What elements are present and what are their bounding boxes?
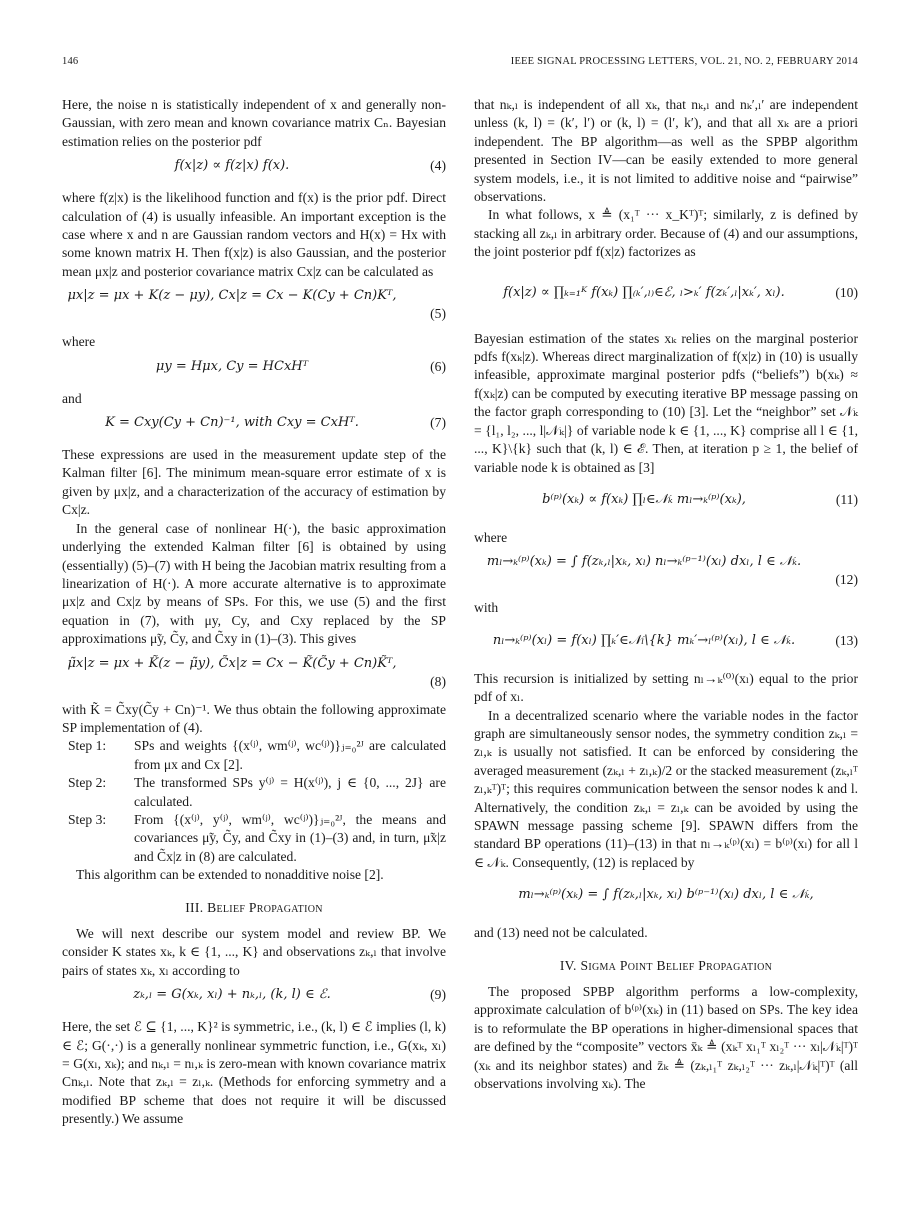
- paragraph: with K̃ = C̃xy(C̃y + Cn)⁻¹. We thus obtain the following approximate SP implementation of (4).: [62, 701, 446, 735]
- equation-body: f(x|z) ∝ f(z|x) f(x).: [174, 158, 290, 174]
- equation-9: [62, 986, 446, 1012]
- equation-number: (6): [430, 358, 446, 374]
- paragraph: In a decentralized scenario where the variable nodes in the factor graph are simultaneously sensor nodes, the symmetry condition zₖ,ₗ = zₗ,ₖ is usually not satisfied. It can be enforced by considering the averaged measurement (zₖ,ₗ + zₗ,ₖ)/2 or the stacked measurement (zₖ,ₗᵀ zₗ,ₖᵀ)ᵀ; this requires communication between the sensor nodes k and l. Alternatively, the condition zₖ,ₗ = zₗ,ₖ can be avoided by using the SPAWN message passing scheme [9]. SPAWN differs from the standard BP operations (11)–(13) in that nₗ→ₖ⁽ᵖ⁾(xₗ) = b⁽ᵖ⁾(xₗ) for all l ∈ 𝒩ₖ. Consequently, (12) is replaced by: [474, 707, 858, 870]
- paragraph: Bayesian estimation of the states xₖ relies on the marginal posterior pdfs f(xₖ|z). Whereas direct marginalization of f(x|z) in (10) is usually infeasible, approximate marginal posterior pdfs (“beliefs”) b(xₖ) ≈ f(xₖ|z) can be computed by executing iterative BP message passing on the factor graph corresponding to (10) [3]. Let the “neighbor” set 𝒩ₖ = {l₁, l₂, ..., l|𝒩ₖ|} of variable node k ∈ {1, ..., K} comprise all l ∈ {1, ..., K}\{k} such that (k, l) ∈ ℰ. Then, at iteration p ≥ 1, the belief of variable node k is obtained as [3]: [474, 330, 858, 475]
- equation-14: [474, 878, 858, 918]
- equation-body: mₗ→ₖ⁽ᵖ⁾(xₖ) = ∫ f(zₖ,ₗ|xₖ, xₗ) b⁽ᵖ⁻¹⁾(xₗ) dxₗ, l ∈ 𝒩ₖ,: [518, 887, 814, 903]
- section-title: Sigma Point Belief Propagation: [580, 957, 773, 973]
- step-label: Step 3:: [68, 811, 107, 827]
- paragraph: with: [474, 600, 499, 616]
- paragraph: The proposed SPBP algorithm performs a low-complexity, approximate calculation of b⁽ᵖ⁾(xₖ) in (11) based on SPs. The key idea is to reformulate the BP operations in higher-dimensional spaces that are defined by the “composite” vectors x̄ₖ ≜ (xₖᵀ xₗ₁ᵀ xₗ₂ᵀ ··· xₗ|𝒩ₖ|ᵀ)ᵀ (xₖ and its neighbor states) and z̄ₖ ≜ (zₖ,ₗ₁ᵀ zₖ,ₗ₂ᵀ ··· zₖ,ₗ|𝒩ₖ|ᵀ)ᵀ (all observations involving xₖ). The: [474, 984, 858, 1092]
- algorithm-step: [62, 811, 446, 866]
- paragraph: where f(z|x) is the likelihood function and f(x) is the prior pdf. Direct calculation of (4) is usually infeasible. An important exception is the case where x and n are Gaussian random vectors and H(x) = Hx with some known matrix H. Then f(x|z) is also Gaussian, and the posterior mean μx|z and posterior covariance matrix Cx|z can be calculated as: [62, 190, 446, 279]
- equation-number: (12): [835, 572, 858, 588]
- equation-number: (9): [430, 987, 446, 1003]
- paragraph: Here, the set ℰ ⊆ {1, ..., K}² is symmetric, i.e., (k, l) ∈ ℰ implies (l, k) ∈ ℰ; G(·,·) is a generally nonlinear symmetric function, i.e., G(xₖ, xₗ) = G(xₗ, xₖ); and nₖ,ₗ = nₗ,ₖ is zero-mean with known covariance matrix Cnₖ,ₗ. Note that zₖ,ₗ = zₗ,ₖ. (Methods for enforcing symmetry and a modified BP scheme that does not require it will be discussed presently.) We assume: [62, 1019, 446, 1127]
- equation-number: (8): [430, 673, 446, 689]
- equation-11: [474, 483, 858, 523]
- equation-8: [62, 655, 446, 695]
- step-label: Step 1:: [68, 738, 107, 754]
- paragraph: This recursion is initialized by setting nₗ→ₖ⁽⁰⁾(xₗ) equal to the prior pdf of xₗ.: [474, 670, 858, 705]
- equation-10: [474, 268, 858, 324]
- section-title: Belief Propagation: [207, 899, 323, 915]
- step-text: From {(x⁽ʲ⁾, y⁽ʲ⁾, wm⁽ʲ⁾, wc⁽ʲ⁾)}ⱼ₌₀²ᴶ, the means and covariances μ̃y, C̃y, and C̃xy in (1)–(3) and, in turn, μ̃x|z and C̃x|z in (8) are calculated.: [134, 811, 446, 864]
- equation-7: [62, 414, 446, 440]
- paragraph: Here, the noise n is statistically independent of x and generally non-Gaussian, with zero mean and known covariance matrix Cₙ. Bayesian estimation relies on the posterior pdf: [62, 97, 446, 149]
- equation-body: f(x|z) ∝ ∏ₖ₌₁ᴷ f(xₖ) ∏₍ₖ′,ₗ₎∈ℰ, ₗ>ₖ′ f(zₖ′,ₗ|xₖ′, xₗ).: [503, 284, 785, 300]
- equation-body: K = Cxy(Cy + Cn)⁻¹, with Cxy = CxHᵀ.: [105, 415, 359, 431]
- paragraph: and: [62, 390, 82, 406]
- step-text: SPs and weights {(x⁽ʲ⁾, wm⁽ʲ⁾, wc⁽ʲ⁾)}ⱼ₌₀²ᴶ are calculated from μx and Cx [2].: [134, 738, 446, 772]
- equation-number: (7): [430, 415, 446, 431]
- algorithm-step: [62, 774, 446, 811]
- paragraph: We will next describe our system model and review BP. We consider K states xₖ, k ∈ {1, ..., K} and observations zₖ,ₗ that involve pairs of states xₖ, xₗ according to: [62, 926, 446, 978]
- step-label: Step 2:: [68, 775, 107, 791]
- paragraph: In what follows, x ≜ (x₁ᵀ ··· x_Kᵀ)ᵀ; similarly, z is defined by stacking all zₖ,ₗ in arbitrary order. Because of (4) and our assumptions, the joint posterior pdf f(x|z) factorizes as: [474, 207, 858, 260]
- equation-12: [474, 553, 858, 593]
- paragraph: These expressions are used in the measurement update step of the Kalman filter [6]. The minimum mean-square error estimate of x is given by μx|z, and a characterization of the accuracy of estimation by Cx|z.: [62, 447, 446, 518]
- section-heading: [62, 899, 446, 917]
- paragraph: where: [474, 529, 508, 545]
- left-column: [62, 96, 446, 1129]
- equation-body: μx|z = μx + K(z − μy), Cx|z = Cx − K(Cy + Cn)Kᵀ,: [67, 288, 397, 304]
- section-number: IV.: [559, 957, 577, 973]
- equation-body: b⁽ᵖ⁾(xₖ) ∝ f(xₖ) ∏ₗ∈𝒩ₖ mₗ→ₖ⁽ᵖ⁾(xₖ),: [542, 491, 746, 507]
- paragraph: In the general case of nonlinear H(·), the basic approximation underlying the extended Kalman filter [6] is obtained by using (essentially) (5)–(7) with H being the Jacobian matrix resulting from a linearization of H(·). A more accurate alternative is to approximate μx|z and Cx|z by means of SPs. For this, we use (5) and the first equation in (7), with μy, Cy, and Cxy replaced by the SP approximations μ̃y, C̃y, and C̃xy in (1)–(3). This gives: [62, 520, 446, 647]
- equation-number: (13): [835, 632, 858, 648]
- paragraph: that nₖ,ₗ is independent of all xₖ, that nₖ,ₗ and nₖ′,ₗ′ are independent unless (k, l) = (k′, l′) or (k, l) = (l′, k′), and that all xₖ are a priori independent. The BP algorithm—as well as the SPBP algorithm presented in Section IV—can be easily extended to more general system models, i.e., it is not limited to additive noise and “pairwise” observations.: [474, 97, 859, 205]
- page-number: 146: [62, 56, 79, 67]
- equation-number: (4): [430, 158, 446, 174]
- equation-5: [62, 287, 446, 327]
- paragraph: and (13) need not be calculated.: [474, 925, 648, 941]
- equation-number: (5): [430, 306, 446, 322]
- right-column: [474, 96, 858, 1093]
- equation-number: (11): [835, 491, 858, 507]
- section-number: III.: [185, 899, 204, 915]
- equation-13: [474, 624, 858, 664]
- paragraph: where: [62, 334, 96, 350]
- section-heading: [474, 957, 858, 975]
- equation-body: nₗ→ₖ⁽ᵖ⁾(xₗ) = f(xₗ) ∏ₖ′∈𝒩ₗ\{k} mₖ′→ₗ⁽ᵖ⁾(xₗ), l ∈ 𝒩ₖ.: [492, 632, 796, 648]
- equation-body: μy = Hμx, Cy = HCxHᵀ: [155, 358, 309, 374]
- algorithm-step: [62, 737, 446, 774]
- paragraph: This algorithm can be extended to nonadditive noise [2].: [76, 867, 384, 883]
- equation-body: zₖ,ₗ = G(xₖ, xₗ) + nₖ,ₗ, (k, l) ∈ ℰ.: [133, 987, 331, 1003]
- equation-4: [62, 157, 446, 183]
- step-text: The transformed SPs y⁽ʲ⁾ = H(x⁽ʲ⁾), j ∈ {0, ..., 2J} are calculated.: [134, 775, 446, 809]
- equation-6: [62, 358, 446, 384]
- equation-body: μ̃x|z = μx + K̃(z − μ̃y), C̃x|z = Cx − K̃(C̃y + Cn)K̃ᵀ,: [67, 655, 397, 671]
- equation-body: mₗ→ₖ⁽ᵖ⁾(xₖ) = ∫ f(zₖ,ₗ|xₖ, xₗ) nₗ→ₖ⁽ᵖ⁻¹⁾(xₗ) dxₗ, l ∈ 𝒩ₖ.: [486, 554, 802, 570]
- running-header: IEEE SIGNAL PROCESSING LETTERS, VOL. 21, NO. 2, FEBRUARY 2014: [510, 56, 858, 67]
- equation-number: (10): [835, 284, 858, 300]
